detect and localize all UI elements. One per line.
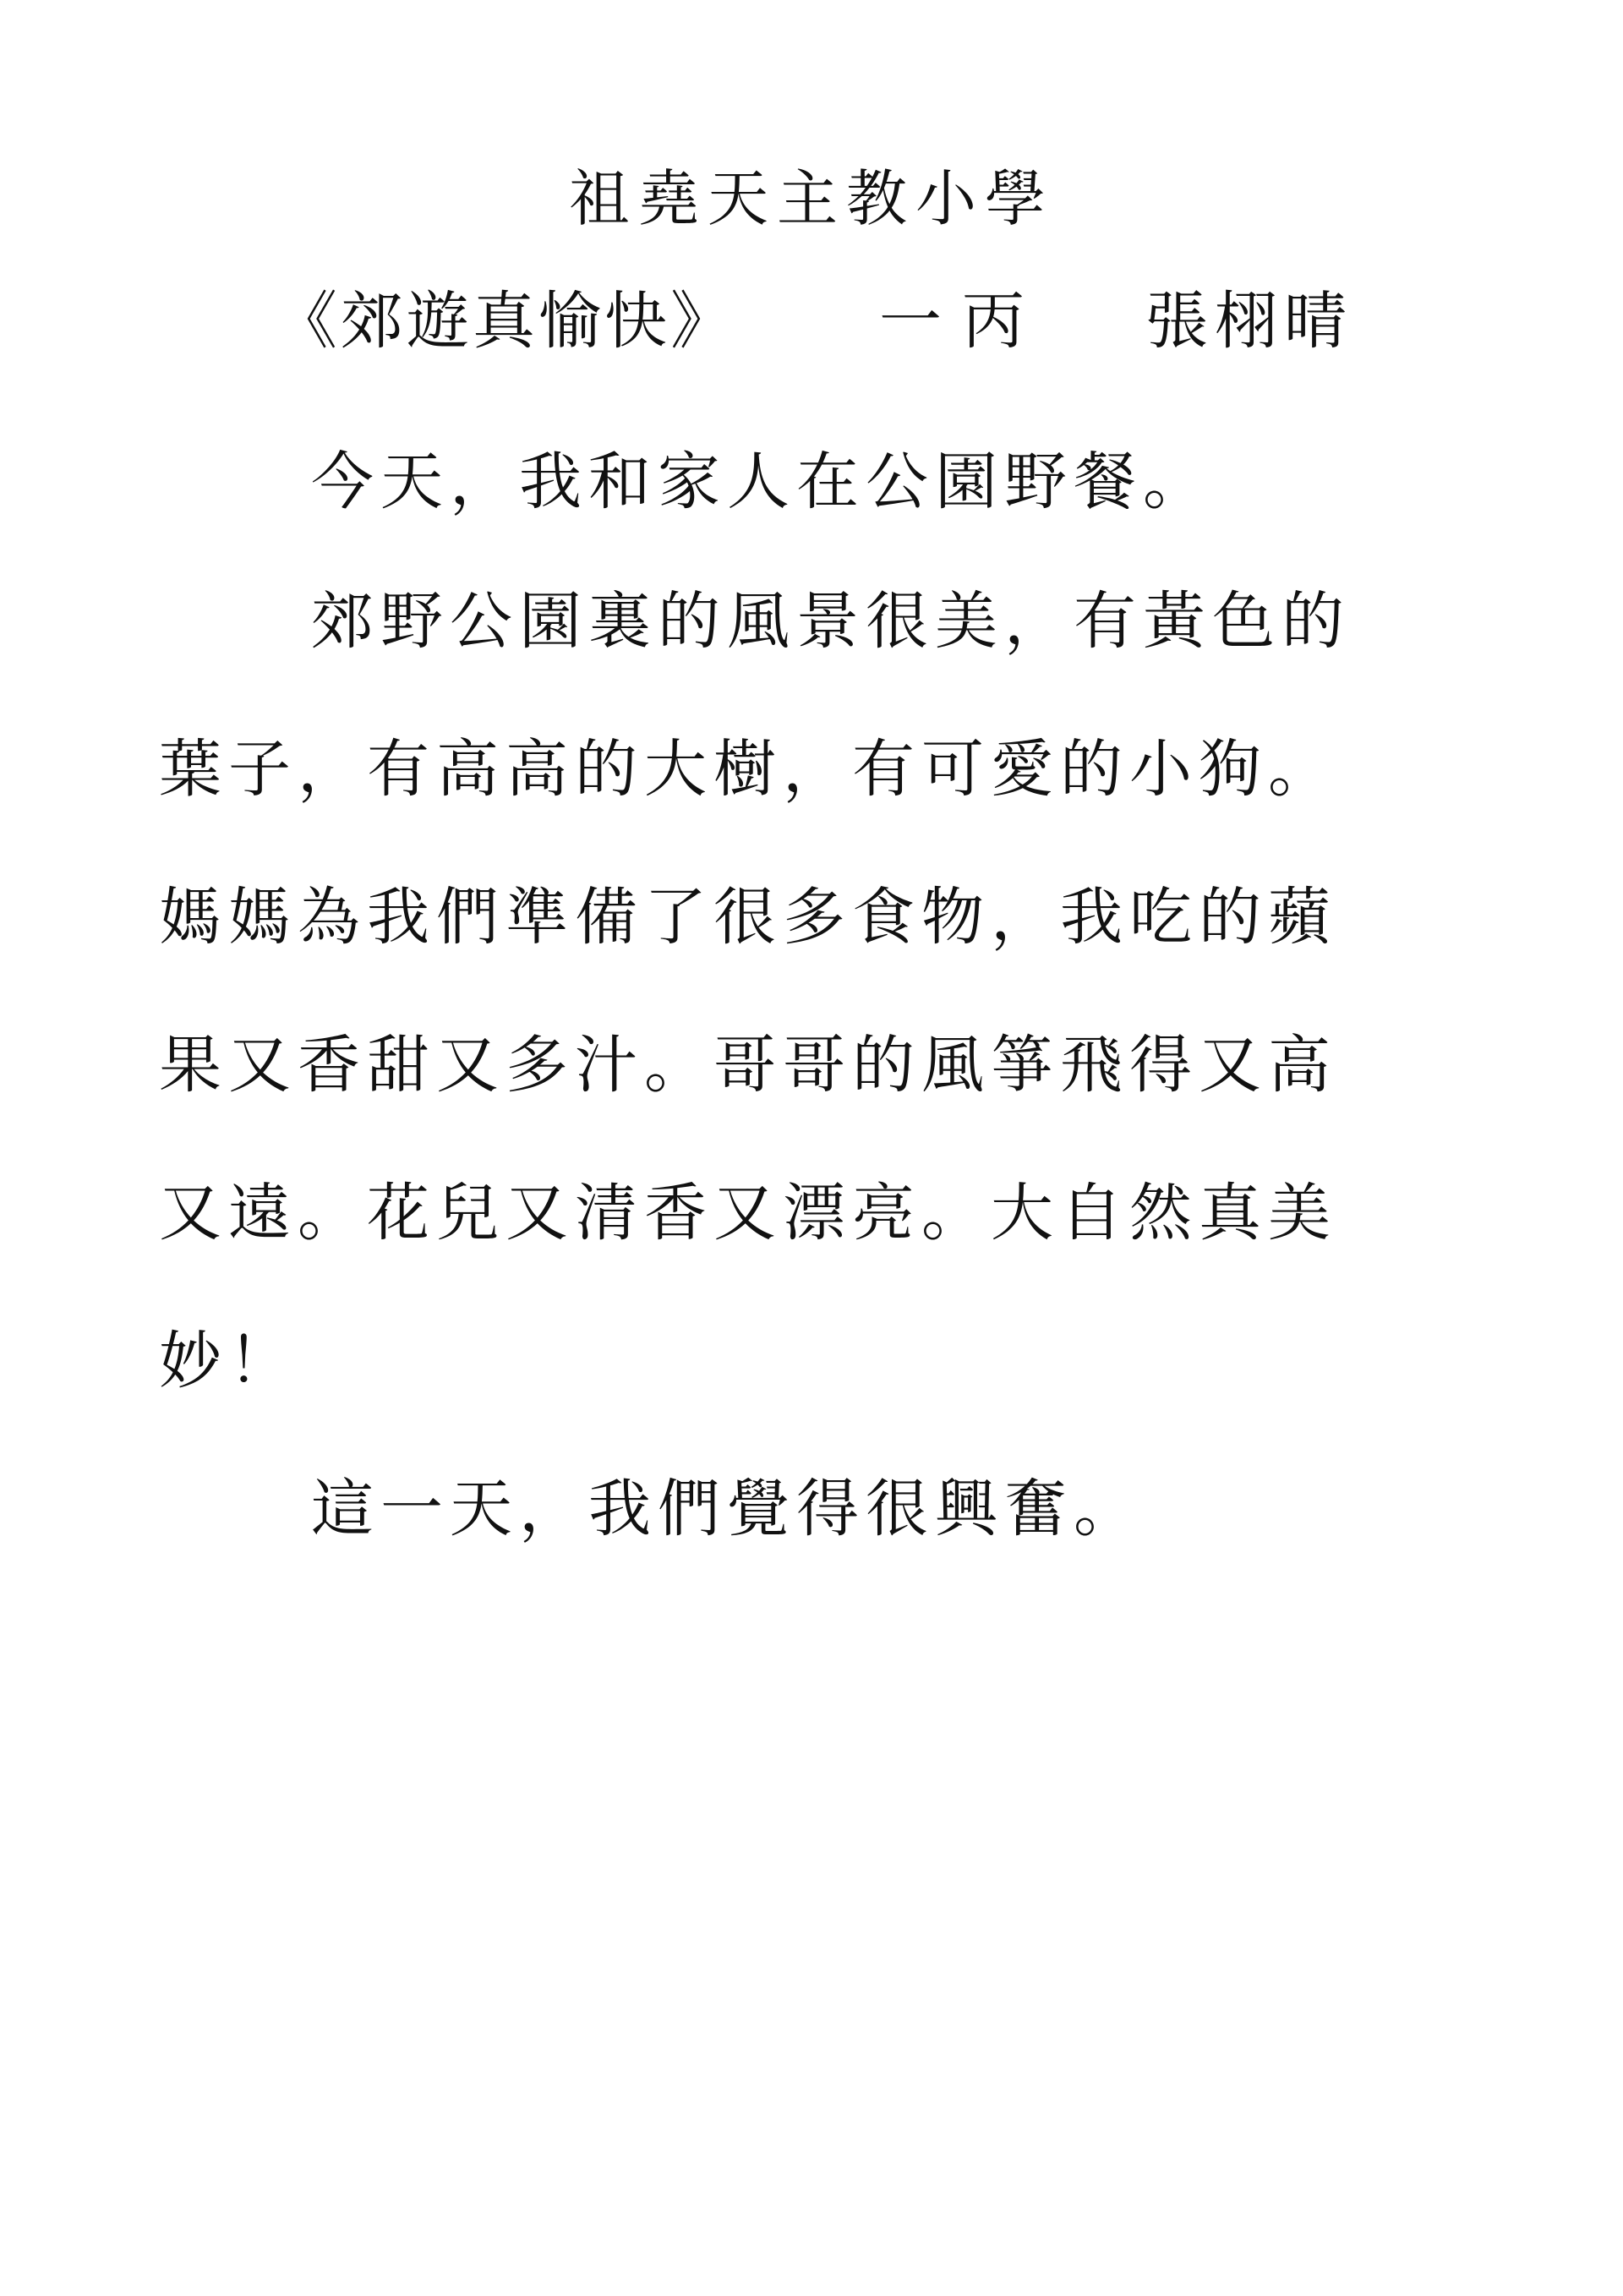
essay-title: 《郊遊真愉快》 — [275, 285, 736, 358]
paragraph-2-line-1: 郊野公園裏的風景很美，有黃色的 — [311, 585, 1351, 658]
paragraph-2-line-3: 媽媽為我們準備了很多食物，我吃的蘋 — [159, 881, 1337, 954]
paragraph-2-line-5: 又遠。花兒又清香又漂亮。大自然真美 — [159, 1177, 1337, 1249]
class-name: 一丙 — [879, 285, 1045, 358]
student-name: 張栩晴 — [1145, 285, 1353, 358]
paragraph-3-line-1: 這一天，我們覺得很興奮。 — [311, 1473, 1143, 1545]
essay-header — [0, 283, 1623, 359]
paragraph-2-line-6: 妙！ — [159, 1325, 298, 1397]
paragraph-2-line-4: 果又香甜又多汁。哥哥的風箏飛得又高 — [159, 1029, 1337, 1102]
paragraph-2-line-2: 葉子，有高高的大樹，有可愛的小狗。 — [159, 733, 1337, 806]
school-name: 祖堯天主教小學 — [568, 163, 1054, 234]
paragraph-1-line-1: 今天，我和家人在公園野餐。 — [311, 446, 1212, 518]
